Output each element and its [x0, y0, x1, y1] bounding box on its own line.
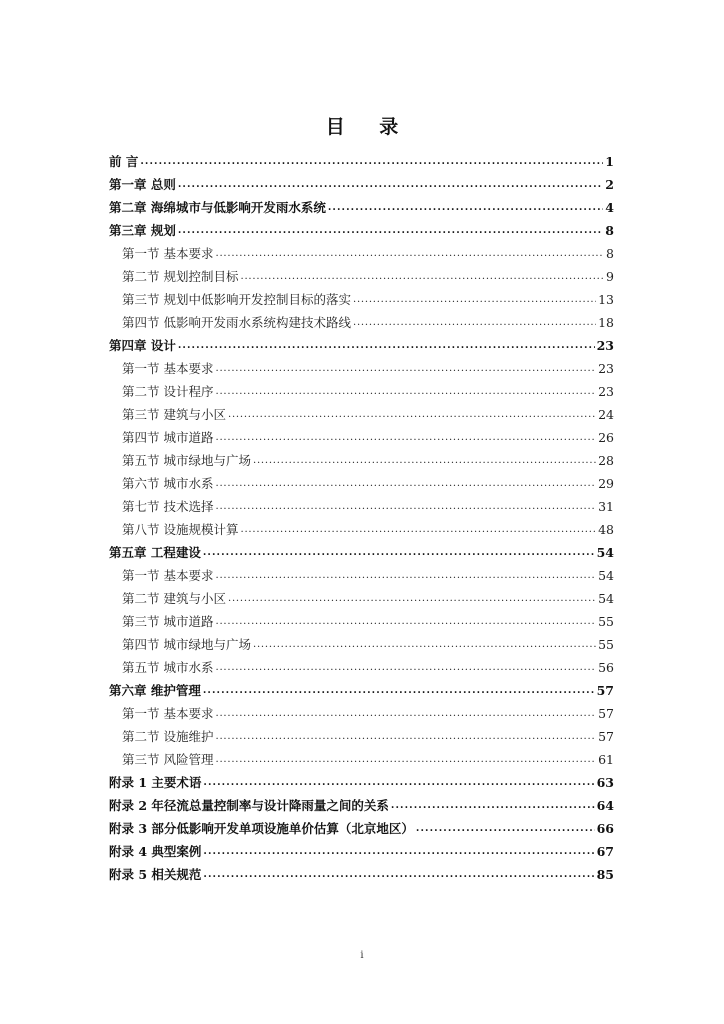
toc-entry-page-number: 63: [596, 775, 614, 790]
toc-entry-page-number: 85: [596, 867, 614, 882]
toc-entry-label: 附录 2 年径流总量控制率与设计降雨量之间的关系: [109, 798, 389, 813]
toc-entry-label: 第二节 设计程序: [122, 384, 214, 399]
toc-section-entry[interactable]: [109, 355, 614, 378]
dot-leader: [240, 521, 596, 539]
toc-section-entry[interactable]: [109, 700, 614, 723]
toc-entry-label: 第三节 城市道路: [122, 614, 214, 629]
table-of-contents: [109, 148, 614, 884]
toc-entry-page-number: 55: [598, 637, 614, 652]
dot-leader: [228, 406, 596, 424]
toc-chapter-entry[interactable]: [109, 539, 614, 562]
toc-entry-label: 第三节 风险管理: [122, 752, 214, 767]
toc-entry-page-number: 57: [598, 706, 614, 721]
toc-chapter-entry[interactable]: [109, 861, 614, 884]
toc-chapter-entry[interactable]: [109, 332, 614, 355]
toc-entry-label: 第五章 工程建设: [109, 545, 201, 560]
toc-entry-page-number: 66: [596, 821, 614, 836]
toc-entry-page-number: 56: [598, 660, 614, 675]
dot-leader: [391, 797, 595, 815]
toc-entry-page-number: 9: [606, 269, 614, 284]
toc-section-entry[interactable]: [109, 723, 614, 746]
toc-section-entry[interactable]: [109, 608, 614, 631]
toc-entry-label: 第四章 设计: [109, 338, 176, 353]
toc-entry-page-number: 67: [596, 844, 614, 859]
dot-leader: [215, 728, 596, 746]
toc-section-entry[interactable]: [109, 309, 614, 332]
toc-entry-page-number: 23: [598, 384, 614, 399]
toc-entry-label: 第三章 规划: [109, 223, 176, 238]
dot-leader: [215, 659, 596, 677]
dot-leader: [140, 153, 603, 171]
dot-leader: [215, 613, 596, 631]
toc-entry-label: 第二节 设施维护: [122, 729, 214, 744]
toc-entry-label: 附录 1 主要术语: [109, 775, 202, 790]
toc-entry-page-number: 1: [605, 154, 614, 169]
toc-section-entry[interactable]: [109, 240, 614, 263]
toc-section-entry[interactable]: [109, 424, 614, 447]
toc-entry-page-number: 29: [598, 476, 614, 491]
toc-entry-label: 第三节 建筑与小区: [122, 407, 226, 422]
toc-entry-label: 附录 3 部分低影响开发单项设施单价估算（北京地区）: [109, 821, 414, 836]
toc-entry-page-number: 4: [605, 200, 614, 215]
toc-entry-label: 附录 4 典型案例: [109, 844, 202, 859]
toc-chapter-entry[interactable]: [109, 194, 614, 217]
dot-leader: [416, 820, 595, 838]
toc-entry-label: 第一节 基本要求: [122, 568, 214, 583]
dot-leader: [353, 314, 596, 332]
toc-entry-label: 第五节 城市水系: [122, 660, 214, 675]
toc-entry-label: 第二节 建筑与小区: [122, 591, 226, 606]
toc-entry-page-number: 26: [598, 430, 614, 445]
toc-entry-label: 前 言: [109, 154, 139, 169]
dot-leader: [215, 751, 596, 769]
toc-entry-page-number: 57: [598, 729, 614, 744]
toc-section-entry[interactable]: [109, 286, 614, 309]
toc-entry-label: 第八节 设施规模计算: [122, 522, 239, 537]
dot-leader: [178, 222, 603, 240]
toc-entry-label: 第四节 城市绿地与广场: [122, 637, 251, 652]
toc-entry-label: 第一章 总则: [109, 177, 176, 192]
toc-entry-label: 第二节 规划控制目标: [122, 269, 239, 284]
dot-leader: [253, 452, 596, 470]
dot-leader: [215, 360, 596, 378]
toc-entry-label: 第六章 维护管理: [109, 683, 201, 698]
dot-leader: [228, 590, 596, 608]
toc-entry-page-number: 18: [598, 315, 614, 330]
toc-entry-page-number: 31: [598, 499, 614, 514]
toc-section-entry[interactable]: [109, 401, 614, 424]
toc-entry-page-number: 55: [598, 614, 614, 629]
toc-section-entry[interactable]: [109, 378, 614, 401]
dot-leader: [203, 774, 594, 792]
toc-entry-page-number: 23: [596, 338, 614, 353]
toc-entry-label: 第四节 低影响开发雨水系统构建技术路线: [122, 315, 351, 330]
toc-entry-label: 第二章 海绵城市与低影响开发雨水系统: [109, 200, 326, 215]
toc-chapter-entry[interactable]: [109, 148, 614, 171]
dot-leader: [328, 199, 603, 217]
toc-entry-label: 第三节 规划中低影响开发控制目标的落实: [122, 292, 351, 307]
toc-chapter-entry[interactable]: [109, 792, 614, 815]
toc-entry-page-number: 61: [598, 752, 614, 767]
toc-entry-page-number: 8: [606, 246, 614, 261]
dot-leader: [215, 475, 596, 493]
toc-entry-label: 第一节 基本要求: [122, 706, 214, 721]
toc-entry-page-number: 8: [605, 223, 614, 238]
toc-entry-label: 附录 5 相关规范: [109, 867, 202, 882]
toc-entry-label: 第四节 城市道路: [122, 430, 214, 445]
dot-leader: [178, 176, 603, 194]
toc-entry-page-number: 48: [598, 522, 614, 537]
toc-entry-label: 第一节 基本要求: [122, 246, 214, 261]
toc-entry-page-number: 54: [596, 545, 614, 560]
toc-chapter-entry[interactable]: [109, 838, 614, 861]
dot-leader: [215, 498, 596, 516]
dot-leader: [215, 705, 596, 723]
toc-entry-page-number: 54: [598, 591, 614, 606]
dot-leader: [353, 291, 596, 309]
toc-chapter-entry[interactable]: [109, 815, 614, 838]
dot-leader: [215, 429, 596, 447]
toc-section-entry[interactable]: [109, 631, 614, 654]
toc-section-entry[interactable]: [109, 263, 614, 286]
page-number-footer: i: [360, 950, 364, 961]
toc-entry-page-number: 28: [598, 453, 614, 468]
dot-leader: [215, 383, 596, 401]
toc-entry-label: 第五节 城市绿地与广场: [122, 453, 251, 468]
toc-section-entry[interactable]: [109, 470, 614, 493]
dot-leader: [203, 682, 595, 700]
toc-entry-page-number: 57: [596, 683, 614, 698]
toc-entry-page-number: 54: [598, 568, 614, 583]
dot-leader: [203, 843, 594, 861]
toc-section-entry[interactable]: [109, 493, 614, 516]
toc-section-entry[interactable]: [109, 447, 614, 470]
toc-section-entry[interactable]: [109, 585, 614, 608]
dot-leader: [240, 268, 604, 286]
toc-section-entry[interactable]: [109, 516, 614, 539]
toc-chapter-entry[interactable]: [109, 769, 614, 792]
toc-entry-page-number: 23: [598, 361, 614, 376]
toc-chapter-entry[interactable]: [109, 171, 614, 194]
dot-leader: [215, 245, 604, 263]
dot-leader: [203, 866, 594, 884]
dot-leader: [203, 544, 595, 562]
toc-chapter-entry[interactable]: [109, 677, 614, 700]
toc-entry-page-number: 13: [598, 292, 614, 307]
toc-entry-page-number: 64: [596, 798, 614, 813]
toc-entry-page-number: 24: [598, 407, 614, 422]
dot-leader: [215, 567, 596, 585]
toc-entry-page-number: 2: [605, 177, 614, 192]
toc-section-entry[interactable]: [109, 562, 614, 585]
toc-section-entry[interactable]: [109, 654, 614, 677]
dot-leader: [253, 636, 596, 654]
toc-entry-label: 第七节 技术选择: [122, 499, 214, 514]
toc-title: 目 录: [325, 116, 413, 138]
toc-section-entry[interactable]: [109, 746, 614, 769]
toc-entry-label: 第一节 基本要求: [122, 361, 214, 376]
dot-leader: [178, 337, 595, 355]
toc-chapter-entry[interactable]: [109, 217, 614, 240]
toc-entry-label: 第六节 城市水系: [122, 476, 214, 491]
